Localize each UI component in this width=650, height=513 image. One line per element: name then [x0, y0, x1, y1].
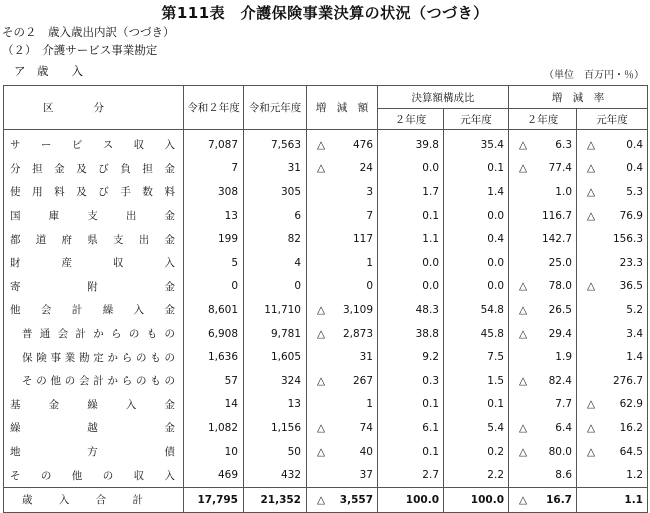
row-name: 普通会計からのもの	[4, 322, 184, 346]
unit-label: （単位 百万円・％）	[544, 70, 644, 81]
cell-ratio-r2: 0.1	[378, 440, 444, 464]
cell-r2: 57	[184, 369, 244, 393]
header-ratio-r1: 元年度	[444, 109, 509, 130]
row-name: サービス収入	[4, 130, 184, 157]
negative-mark: △	[519, 421, 528, 434]
cell-r2: 10	[184, 440, 244, 464]
cell-ratio-r1: 0.4	[444, 227, 509, 251]
cell-r2: 1,636	[184, 345, 244, 369]
cell-change: △ 3,557	[307, 487, 378, 512]
table-row	[4, 180, 648, 204]
subtitle-account: （２） 介護サービス事業勘定	[2, 43, 158, 57]
cell-rate-r2: 1.9	[509, 345, 577, 369]
cell-rate-r2: 8.6	[509, 463, 577, 487]
cell-rate-r1: 3.4	[577, 322, 648, 346]
cell-change: △ 476	[307, 130, 378, 157]
row-name: 地方債	[4, 440, 184, 464]
cell-rate-r1: 1.2	[577, 463, 648, 487]
cell-rate-r2: △ 29.4	[509, 322, 577, 346]
negative-mark: △	[587, 209, 596, 222]
cell-rate-r2: △ 6.4	[509, 416, 577, 440]
negative-mark: △	[587, 162, 596, 175]
cell-ratio-r1: 100.0	[444, 487, 509, 512]
cell-r2: 469	[184, 463, 244, 487]
cell-change: △ 2,873	[307, 322, 378, 346]
cell-change: △ 3,109	[307, 298, 378, 322]
cell-ratio-r1: 0.2	[444, 440, 509, 464]
table-row	[4, 157, 648, 181]
negative-mark: △	[587, 280, 596, 293]
cell-rate-r1: △ 62.9	[577, 393, 648, 417]
cell-r2: 199	[184, 227, 244, 251]
cell-r2: 6,908	[184, 322, 244, 346]
cell-ratio-r2: 39.8	[378, 130, 444, 157]
cell-r1: 31	[244, 157, 307, 181]
row-name: 分担金及び負担金	[4, 157, 184, 181]
cell-ratio-r1: 0.0	[444, 251, 509, 275]
header-ratio: 決算額構成比	[378, 86, 509, 109]
row-name: 繰越金	[4, 416, 184, 440]
cell-r1: 7,563	[244, 130, 307, 157]
cell-rate-r2: △ 26.5	[509, 298, 577, 322]
cell-r1: 21,352	[244, 487, 307, 512]
row-name: その他の会計からのもの	[4, 369, 184, 393]
negative-mark: △	[587, 138, 596, 151]
negative-mark: △	[587, 398, 596, 411]
cell-change: △ 40	[307, 440, 378, 464]
row-name: 基金繰入金	[4, 393, 184, 417]
cell-rate-r1: △ 0.4	[577, 130, 648, 157]
table-row	[4, 227, 648, 251]
cell-ratio-r1: 35.4	[444, 130, 509, 157]
cell-ratio-r2: 2.7	[378, 463, 444, 487]
cell-ratio-r2: 0.3	[378, 369, 444, 393]
cell-ratio-r1: 1.5	[444, 369, 509, 393]
cell-r2: 13	[184, 204, 244, 228]
cell-change: △ 267	[307, 369, 378, 393]
cell-r2: 17,795	[184, 487, 244, 512]
cell-change: 1	[307, 251, 378, 275]
cell-change: △ 24	[307, 157, 378, 181]
cell-r1: 0	[244, 275, 307, 299]
cell-r2: 14	[184, 393, 244, 417]
negative-mark: △	[519, 374, 528, 387]
cell-rate-r2: △ 80.0	[509, 440, 577, 464]
cell-ratio-r1: 0.1	[444, 393, 509, 417]
cell-rate-r1: △ 36.5	[577, 275, 648, 299]
cell-ratio-r1: 0.0	[444, 275, 509, 299]
header-change: 増 減 額	[307, 86, 378, 130]
table-row	[4, 204, 648, 228]
cell-ratio-r2: 0.0	[378, 275, 444, 299]
cell-ratio-r2: 9.2	[378, 345, 444, 369]
header-r1: 令和元年度	[244, 86, 307, 130]
table-row	[4, 322, 648, 346]
cell-ratio-r1: 1.4	[444, 180, 509, 204]
cell-ratio-r1: 2.2	[444, 463, 509, 487]
cell-ratio-r2: 100.0	[378, 487, 444, 512]
table-row	[4, 345, 648, 369]
table-row	[4, 369, 648, 393]
section-revenue: ア 歳 入	[14, 64, 83, 78]
cell-ratio-r2: 1.1	[378, 227, 444, 251]
negative-mark: △	[519, 493, 528, 506]
cell-change: 7	[307, 204, 378, 228]
cell-ratio-r2: 1.7	[378, 180, 444, 204]
cell-rate-r2: 1.0	[509, 180, 577, 204]
cell-r1: 13	[244, 393, 307, 417]
subtitle-breakdown: その２ 歳入歳出内訳（つづき）	[2, 25, 175, 39]
cell-ratio-r1: 5.4	[444, 416, 509, 440]
cell-rate-r1: △ 0.4	[577, 157, 648, 181]
negative-mark: △	[587, 445, 596, 458]
cell-rate-r1: △ 64.5	[577, 440, 648, 464]
cell-change: 1	[307, 393, 378, 417]
cell-r2: 308	[184, 180, 244, 204]
cell-rate-r1: 156.3	[577, 227, 648, 251]
header-rate-r2: ２年度	[509, 109, 577, 130]
row-name: 使用料及び手数料	[4, 180, 184, 204]
cell-rate-r1: △ 16.2	[577, 416, 648, 440]
row-name: 保険事業勘定からのもの	[4, 345, 184, 369]
cell-ratio-r2: 0.0	[378, 251, 444, 275]
cell-ratio-r2: 0.0	[378, 157, 444, 181]
cell-r1: 6	[244, 204, 307, 228]
cell-r1: 11,710	[244, 298, 307, 322]
header-rate-r1: 元年度	[577, 109, 648, 130]
cell-rate-r1: 276.7	[577, 369, 648, 393]
cell-ratio-r1: 54.8	[444, 298, 509, 322]
cell-r2: 7,087	[184, 130, 244, 157]
table-row	[4, 298, 648, 322]
cell-rate-r1: 1.1	[577, 487, 648, 512]
row-name: 寄附金	[4, 275, 184, 299]
header-r2: 令和２年度	[184, 86, 244, 130]
row-name: 国庫支出金	[4, 204, 184, 228]
header-category: 区分	[4, 86, 184, 130]
row-name: 歳入合計	[4, 487, 184, 512]
cell-r1: 9,781	[244, 322, 307, 346]
negative-mark: △	[317, 327, 326, 340]
cell-rate-r2: △ 78.0	[509, 275, 577, 299]
cell-r1: 324	[244, 369, 307, 393]
cell-rate-r1: 1.4	[577, 345, 648, 369]
negative-mark: △	[317, 421, 326, 434]
table-row	[4, 130, 648, 157]
cell-change: 3	[307, 180, 378, 204]
table-row	[4, 440, 648, 464]
cell-rate-r2: △ 6.3	[509, 130, 577, 157]
negative-mark: △	[587, 421, 596, 434]
page-title: 第111表 介護保険事業決算の状況（つづき）	[161, 4, 489, 22]
header-rate: 増 減 率	[509, 86, 648, 109]
cell-rate-r2: 142.7	[509, 227, 577, 251]
cell-r2: 1,082	[184, 416, 244, 440]
header-ratio-r2: ２年度	[378, 109, 444, 130]
negative-mark: △	[519, 303, 528, 316]
cell-rate-r2: △ 82.4	[509, 369, 577, 393]
cell-ratio-r2: 0.1	[378, 204, 444, 228]
cell-change: △ 74	[307, 416, 378, 440]
cell-rate-r1: △ 5.3	[577, 180, 648, 204]
table-row	[4, 393, 648, 417]
cell-r2: 8,601	[184, 298, 244, 322]
cell-ratio-r1: 0.0	[444, 204, 509, 228]
row-name: 都道府県支出金	[4, 227, 184, 251]
negative-mark: △	[317, 445, 326, 458]
cell-change: 0	[307, 275, 378, 299]
cell-change: 37	[307, 463, 378, 487]
cell-r2: 7	[184, 157, 244, 181]
negative-mark: △	[317, 162, 326, 175]
cell-rate-r1: 5.2	[577, 298, 648, 322]
cell-ratio-r2: 0.1	[378, 393, 444, 417]
cell-ratio-r1: 45.8	[444, 322, 509, 346]
cell-rate-r2: △ 16.7	[509, 487, 577, 512]
negative-mark: △	[317, 374, 326, 387]
cell-r1: 50	[244, 440, 307, 464]
cell-rate-r1: 23.3	[577, 251, 648, 275]
negative-mark: △	[587, 185, 596, 198]
table-row	[4, 416, 648, 440]
negative-mark: △	[519, 138, 528, 151]
negative-mark: △	[519, 327, 528, 340]
negative-mark: △	[317, 138, 326, 151]
cell-rate-r2: △ 77.4	[509, 157, 577, 181]
table-row	[4, 251, 648, 275]
cell-ratio-r2: 38.8	[378, 322, 444, 346]
cell-r1: 1,156	[244, 416, 307, 440]
cell-ratio-r1: 0.1	[444, 157, 509, 181]
negative-mark: △	[317, 493, 326, 506]
row-name: 財産収入	[4, 251, 184, 275]
cell-r1: 4	[244, 251, 307, 275]
cell-r1: 1,605	[244, 345, 307, 369]
cell-ratio-r1: 7.5	[444, 345, 509, 369]
cell-rate-r2: 25.0	[509, 251, 577, 275]
cell-change: 31	[307, 345, 378, 369]
cell-r1: 82	[244, 227, 307, 251]
table-row	[4, 275, 648, 299]
cell-change: 117	[307, 227, 378, 251]
cell-ratio-r2: 6.1	[378, 416, 444, 440]
cell-ratio-r2: 48.3	[378, 298, 444, 322]
table-row	[4, 463, 648, 487]
negative-mark: △	[519, 280, 528, 293]
cell-rate-r2: 116.7	[509, 204, 577, 228]
cell-r2: 5	[184, 251, 244, 275]
cell-rate-r2: 7.7	[509, 393, 577, 417]
cell-r2: 0	[184, 275, 244, 299]
table-row-total	[4, 487, 648, 512]
row-name: 他会計繰入金	[4, 298, 184, 322]
revenue-table	[3, 85, 648, 513]
negative-mark: △	[519, 445, 528, 458]
negative-mark: △	[519, 162, 528, 175]
row-name: その他の収入	[4, 463, 184, 487]
negative-mark: △	[317, 303, 326, 316]
cell-rate-r1: △ 76.9	[577, 204, 648, 228]
cell-r1: 432	[244, 463, 307, 487]
cell-r1: 305	[244, 180, 307, 204]
